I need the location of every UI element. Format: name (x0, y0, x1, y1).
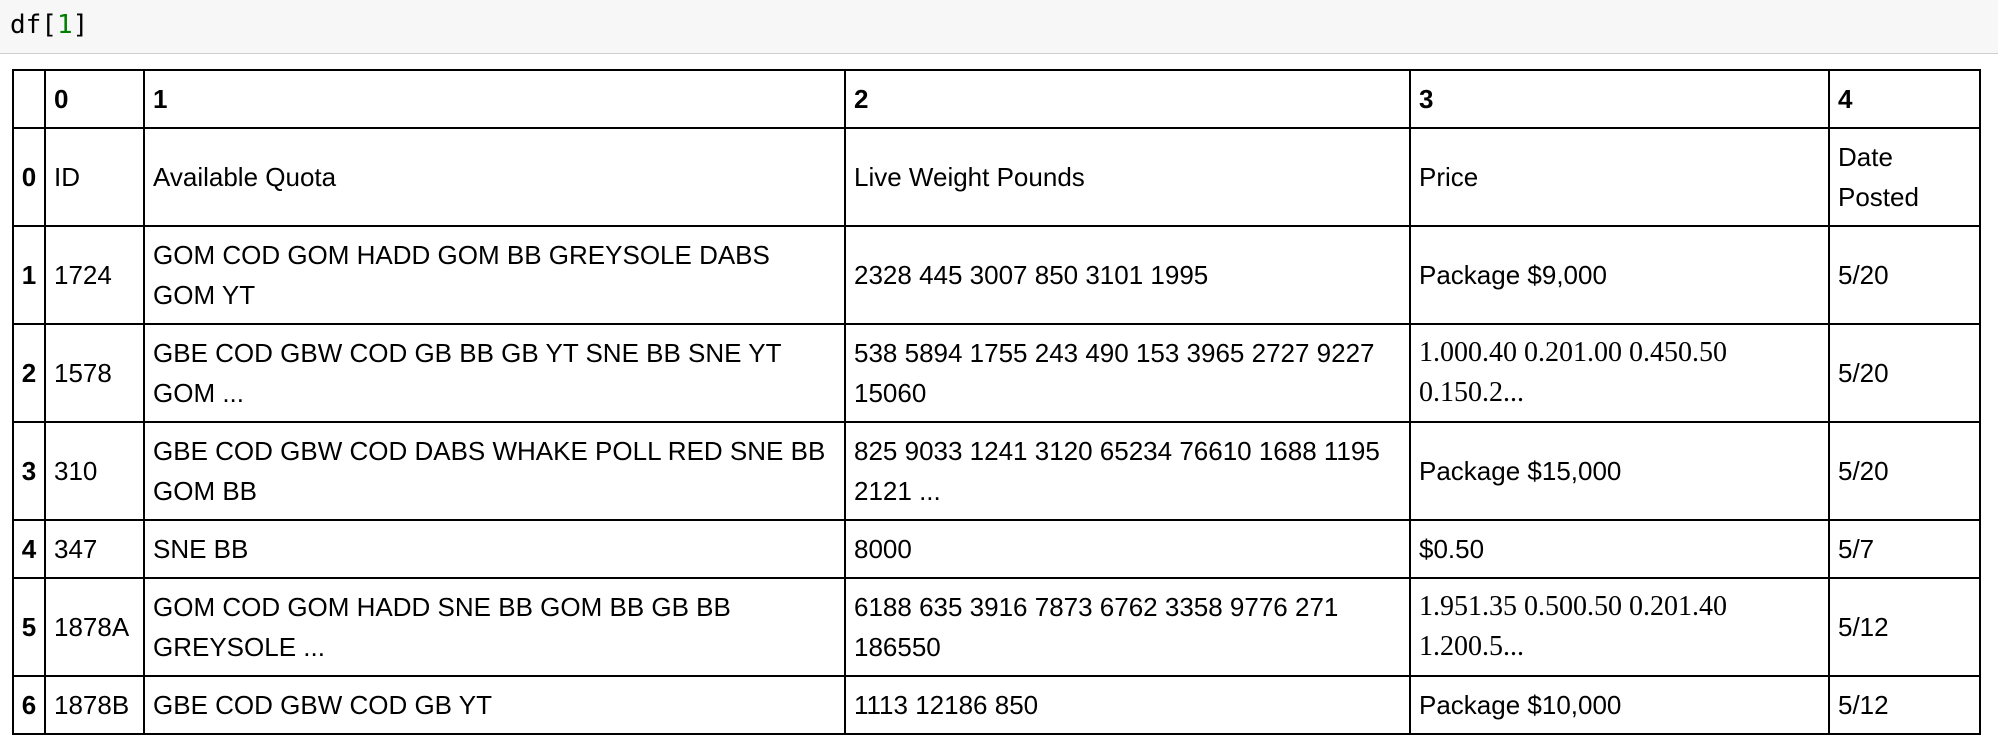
code-index-literal: 1 (56, 10, 73, 40)
table-cell: 5/20 (1829, 422, 1980, 520)
table-cell: 538 5894 1755 243 490 153 3965 2727 9227 15060 (845, 324, 1410, 422)
table-cell: 1724 (45, 226, 144, 324)
table-cell: 1878A (45, 578, 144, 676)
header-cell: 0 (45, 70, 144, 128)
table-row (13, 422, 1980, 520)
table-cell: GBE COD GBW COD GB BB GB YT SNE BB SNE YT GOM ... (144, 324, 845, 422)
code-text-end: ] (72, 10, 89, 40)
table-body (13, 128, 1980, 734)
table-cell: 310 (45, 422, 144, 520)
table-cell: 1878B (45, 676, 144, 734)
table-cell: 5/12 (1829, 578, 1980, 676)
table-cell: 1113 12186 850 (845, 676, 1410, 734)
table-cell: 6188 635 3916 7873 6762 3358 9776 271 186550 (845, 578, 1410, 676)
code-input-cell[interactable] (0, 0, 1998, 54)
table-cell: Package $10,000 (1410, 676, 1829, 734)
table-cell: 2328 445 3007 850 3101 1995 (845, 226, 1410, 324)
table-cell: 347 (45, 520, 144, 578)
output-area (12, 69, 1981, 735)
table-cell: GOM COD GOM HADD SNE BB GOM BB GB BB GREYSOLE ... (144, 578, 845, 676)
table-cell: ID (45, 128, 144, 226)
table-cell: Package $9,000 (1410, 226, 1829, 324)
table-cell: GBE COD GBW COD DABS WHAKE POLL RED SNE BB GOM BB (144, 422, 845, 520)
table-cell: 5/7 (1829, 520, 1980, 578)
header-row (13, 70, 1980, 128)
table-cell: 8000 (845, 520, 1410, 578)
table-cell: 1.000.40 0.201.00 0.450.50 0.150.2... (1410, 324, 1829, 422)
code-text: df[ (10, 10, 57, 40)
table-cell: 5/20 (1829, 226, 1980, 324)
header-cell: 2 (845, 70, 1410, 128)
table-row (13, 520, 1980, 578)
table-row (13, 226, 1980, 324)
table-header (13, 70, 1980, 128)
table-cell: GBE COD GBW COD GB YT (144, 676, 845, 734)
header-cell: 4 (1829, 70, 1980, 128)
header-cell-index (13, 70, 45, 128)
table-cell: $0.50 (1410, 520, 1829, 578)
header-cell: 1 (144, 70, 845, 128)
code-line (10, 10, 88, 40)
row-index: 1 (13, 226, 45, 324)
row-index: 3 (13, 422, 45, 520)
row-index: 2 (13, 324, 45, 422)
table-cell: 1.951.35 0.500.50 0.201.40 1.200.5... (1410, 578, 1829, 676)
header-cell: 3 (1410, 70, 1829, 128)
table-cell: Date Posted (1829, 128, 1980, 226)
table-cell: GOM COD GOM HADD GOM BB GREYSOLE DABS GOM YT (144, 226, 845, 324)
table-cell: SNE BB (144, 520, 845, 578)
table-cell: Package $15,000 (1410, 422, 1829, 520)
table-cell: 825 9033 1241 3120 65234 76610 1688 1195 2121 ... (845, 422, 1410, 520)
row-index: 0 (13, 128, 45, 226)
table-cell: 5/20 (1829, 324, 1980, 422)
table-row (13, 128, 1980, 226)
dataframe-table (12, 69, 1981, 735)
row-index: 5 (13, 578, 45, 676)
table-row (13, 324, 1980, 422)
row-index: 6 (13, 676, 45, 734)
table-cell: Available Quota (144, 128, 845, 226)
row-index: 4 (13, 520, 45, 578)
table-cell: Price (1410, 128, 1829, 226)
table-cell: 1578 (45, 324, 144, 422)
table-cell: 5/12 (1829, 676, 1980, 734)
table-row (13, 578, 1980, 676)
table-row (13, 676, 1980, 734)
table-cell: Live Weight Pounds (845, 128, 1410, 226)
